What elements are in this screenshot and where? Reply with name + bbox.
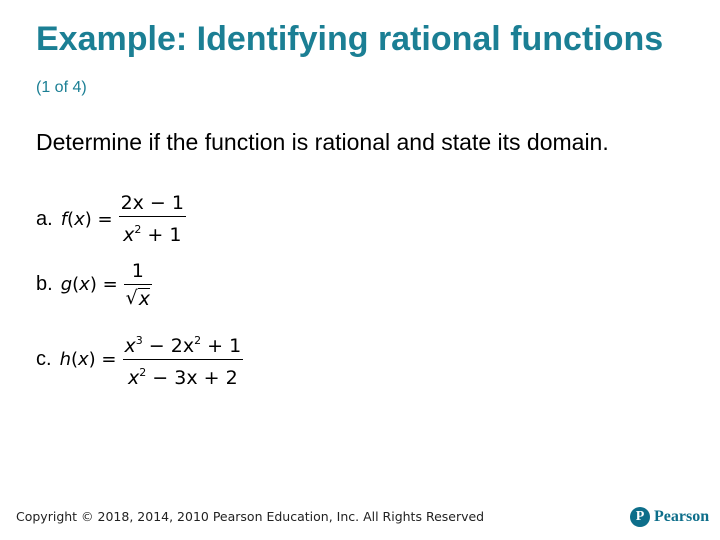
problem-letter: b. bbox=[36, 273, 53, 295]
radicand: x bbox=[138, 288, 151, 310]
fraction bbox=[124, 260, 152, 309]
equals-sign: = bbox=[101, 349, 117, 370]
denominator bbox=[126, 360, 240, 389]
equals-sign: = bbox=[102, 274, 118, 295]
den-rest: + 1 bbox=[141, 224, 182, 246]
function-expression: h ( x ) = $\frac{x^3 - 2x^2 + 1}{x^2 - 3x + 2}$ bbox=[60, 330, 244, 389]
den-base: x bbox=[123, 224, 135, 246]
den-term: − 3x + 2 bbox=[146, 367, 238, 389]
num-term: − 2x bbox=[142, 335, 195, 357]
denominator bbox=[124, 285, 152, 309]
numerator: 1 bbox=[131, 260, 144, 282]
function-expression: f ( x ) = $\frac{2x - 1}{x^2 + 1}$ bbox=[60, 192, 184, 246]
problem-letter: a. bbox=[36, 207, 53, 230]
pearson-logo bbox=[630, 507, 709, 527]
problem-a bbox=[36, 192, 186, 246]
denominator bbox=[121, 217, 183, 246]
fraction bbox=[123, 330, 244, 389]
function-variable: x bbox=[78, 349, 89, 370]
problem-b bbox=[36, 260, 152, 309]
problem-c bbox=[36, 330, 243, 389]
problem-letter: c. bbox=[36, 348, 52, 370]
den-exp: 2 bbox=[139, 366, 147, 379]
function-variable: x bbox=[74, 208, 85, 230]
pearson-logo-text: Pearson bbox=[654, 508, 710, 525]
num-exp: 2 bbox=[194, 334, 202, 347]
den-exp: 2 bbox=[134, 223, 142, 236]
pearson-logo-icon: P bbox=[630, 507, 650, 527]
numerator bbox=[123, 330, 244, 359]
copyright-notice: Copyright © 2018, 2014, 2010 Pearson Education, Inc. All Rights Reserved bbox=[16, 509, 485, 524]
function-name: h bbox=[59, 349, 71, 370]
function-name: f bbox=[60, 208, 68, 230]
num-term: + 1 bbox=[201, 335, 242, 357]
den-term: x bbox=[128, 367, 140, 389]
fraction bbox=[119, 192, 186, 246]
slide-title bbox=[36, 18, 676, 109]
function-name: g bbox=[60, 274, 73, 295]
function-expression: g ( x ) = 1 √ x bbox=[60, 260, 151, 310]
title-main: Example: Identifying rational functions bbox=[36, 20, 664, 58]
title-part: (1 of 4) bbox=[36, 79, 87, 96]
equals-sign: = bbox=[97, 208, 113, 230]
function-variable: x bbox=[79, 274, 90, 295]
num-term: x bbox=[124, 335, 136, 357]
num-exp: 3 bbox=[135, 334, 143, 347]
intro-text: Determine if the function is rational and state its domain. bbox=[36, 129, 609, 155]
radical-sign-icon: √ bbox=[125, 287, 138, 309]
numerator: 2x − 1 bbox=[120, 192, 184, 214]
